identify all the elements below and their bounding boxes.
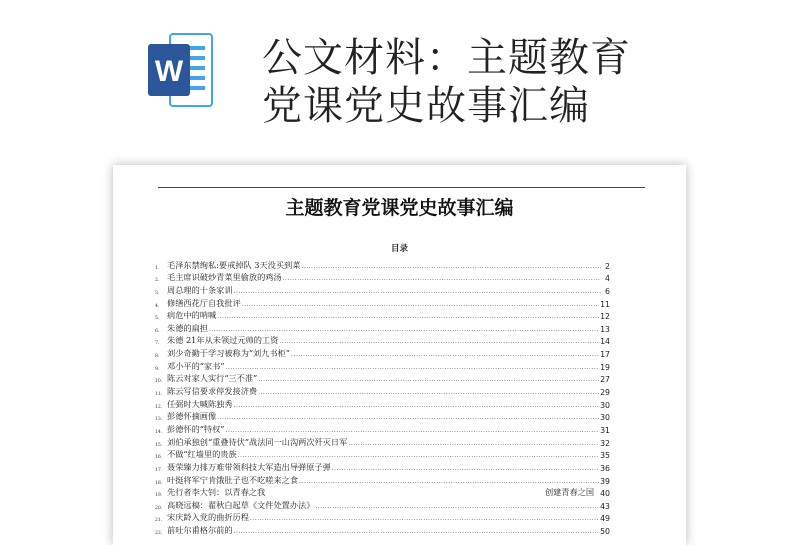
toc-entry-leader: [299, 478, 599, 486]
toc-entry-leader: [279, 338, 599, 346]
toc-entry-leader: [348, 440, 599, 448]
document-title: 主题教育党课党史故事汇编: [285, 197, 514, 219]
toc-entry-subtitle: 创建青春之国: [544, 487, 595, 498]
toc-entry-number: 17.: [155, 467, 163, 473]
toc-entry-page: 11: [600, 299, 610, 309]
toc-entry-title: 毛主席识破炒青菜里偷放的鸡汤: [167, 272, 282, 283]
toc-entry-title: 彭德怀的“特权”: [167, 423, 225, 434]
toc-entry-number: 20.: [155, 505, 163, 511]
toc-entry[interactable]: [155, 296, 610, 309]
toc-entry[interactable]: [155, 486, 610, 499]
toc-entry-title: 陈云对家人实行“三不准”: [167, 373, 258, 384]
toc-entry-title: 朱德 21年从未领过元帅的工资: [167, 335, 279, 346]
toc-entry-title: 高晓远稿：翟秋白起草《文件处置办法》: [167, 499, 315, 510]
toc-entry-number: 22.: [155, 531, 163, 537]
toc-entry-leader: [238, 452, 599, 460]
toc-entry-leader: [217, 414, 599, 422]
toc-entry[interactable]: [155, 460, 610, 473]
toc-entry[interactable]: [155, 410, 610, 423]
toc-entry-title: 宋庆龄入党的曲折历程: [167, 512, 249, 523]
toc-entry-page: 32: [600, 438, 610, 448]
toc-entry[interactable]: [155, 258, 610, 271]
toc-entry[interactable]: [155, 435, 610, 448]
page-title: [262, 34, 782, 130]
toc-entry-page: 43: [600, 501, 610, 511]
toc-entry-page: 12: [600, 312, 610, 322]
toc-entry[interactable]: [155, 523, 610, 536]
toc-entry-title: 陈云写信要求停发接济费: [167, 386, 258, 397]
toc-entry-page: 30: [600, 413, 610, 423]
page-title-line-2: 党课党史故事汇编: [262, 83, 590, 129]
toc-entry-number: 16.: [155, 455, 163, 461]
toc-entry-leader: [226, 364, 600, 372]
toc-entry-number: 12.: [155, 404, 163, 410]
toc-entry-page: 39: [600, 476, 610, 486]
toc-entry-number: 21.: [155, 518, 163, 524]
toc-entry-page: 19: [600, 362, 610, 372]
toc-entry-number: 2.: [155, 278, 160, 284]
toc-entry[interactable]: [155, 511, 610, 524]
toc-entry[interactable]: [155, 271, 610, 284]
toc-entry-number: 11.: [155, 392, 163, 398]
toc-entry-leader: [234, 288, 601, 296]
toc-entry-page: 4: [605, 274, 610, 284]
toc-entry[interactable]: [155, 448, 610, 461]
toc-entry-title: 前吐尔甫格尔前的: [167, 525, 233, 536]
toc-entry-leader: [258, 389, 599, 397]
toc-entry-number: 7.: [155, 341, 160, 347]
toc-entry-number: 15.: [155, 442, 163, 448]
toc-entry-leader: [315, 503, 599, 511]
toc-entry-number: 8.: [155, 354, 160, 360]
toc-entry-title: 朱德的扁担: [167, 322, 208, 333]
header-rule: [158, 187, 645, 188]
toc-entry[interactable]: [155, 321, 610, 334]
toc-entry[interactable]: [155, 359, 610, 372]
toc-entry[interactable]: [155, 372, 610, 385]
toc-entry-page: 17: [600, 350, 610, 360]
toc-entry-number: 1.: [155, 265, 160, 271]
toc-entry-leader: [226, 427, 600, 435]
toc-entry-title: 刘少奇勤于学习被称为“刘九书柜”: [167, 348, 290, 359]
toc-entry-number: 4.: [155, 303, 160, 309]
toc-entry-number: 14.: [155, 429, 163, 435]
toc-entry-number: 19.: [155, 493, 163, 499]
toc-entry-leader: [209, 326, 599, 334]
toc-entry-page: 29: [600, 388, 610, 398]
toc-entry[interactable]: [155, 498, 610, 511]
toc-entry-title: 任弼时大喊陈独秀: [167, 398, 233, 409]
toc-entry-leader: [301, 263, 601, 271]
toc-entry[interactable]: [155, 309, 610, 322]
toc-entry-page: 31: [600, 425, 610, 435]
toc-entry-page: 30: [600, 400, 610, 410]
toc-entry-number: 3.: [155, 290, 160, 296]
toc-entry-leader: [250, 515, 599, 523]
toc-entry-title: 彭德怀摘画像: [167, 411, 217, 422]
toc-entry-leader: [242, 301, 599, 309]
toc-entry-title: 刘伯承独创“重叠待伏”战法同一山沟两次歼灭日军: [167, 436, 348, 447]
table-of-contents: [155, 258, 610, 536]
word-doc-icon: [148, 30, 214, 110]
toc-entry-title: 聂荣臻力排万难带领科技大军造出导弹原子弹: [167, 461, 331, 472]
toc-entry[interactable]: [155, 384, 610, 397]
toc-entry-leader: [332, 465, 599, 473]
toc-entry-page: 49: [600, 514, 610, 524]
toc-entry-page: 40: [600, 489, 610, 499]
toc-entry-title: 周总理的十条家训: [167, 284, 233, 295]
toc-entry-page: 36: [600, 463, 610, 473]
header: [0, 0, 800, 160]
toc-entry[interactable]: [155, 283, 610, 296]
toc-entry-leader: [258, 376, 599, 384]
toc-entry[interactable]: [155, 422, 610, 435]
toc-entry-leader: [291, 351, 599, 359]
toc-entry-page: 27: [600, 375, 610, 385]
page-title-line-1: 公文材料：主题教育: [262, 35, 631, 81]
toc-entry-number: 13.: [155, 417, 163, 423]
toc-entry-page: 13: [600, 324, 610, 334]
toc-heading: 目录: [390, 244, 408, 254]
toc-entry-page: 50: [600, 527, 610, 537]
toc-entry-title: 毛泽东禁绚私:要戒掉队 3天没买到菜: [167, 259, 301, 270]
toc-entry-leader: [283, 275, 601, 283]
toc-entry-leader: [234, 528, 600, 536]
toc-entry-title: 先行者李大钊：以青春之我: [167, 487, 266, 498]
toc-entry-number: 10.: [155, 379, 163, 385]
toc-entry-number: 9.: [155, 366, 160, 372]
toc-entry-title: 病危中的呐喊: [167, 310, 217, 321]
toc-entry-title: 邓小平的“家书”: [167, 360, 225, 371]
document-page: [113, 165, 686, 545]
toc-entry-number: 18.: [155, 480, 163, 486]
toc-entry-leader: [217, 313, 599, 321]
toc-entry[interactable]: [155, 346, 610, 359]
toc-entry-page: 6: [605, 286, 610, 296]
toc-entry-number: 5.: [155, 316, 160, 322]
word-icon-letter: W: [154, 55, 184, 88]
toc-entry-title: 不做“红墙里的贵族: [167, 449, 237, 460]
toc-entry[interactable]: [155, 397, 610, 410]
toc-entry-leader: [234, 402, 600, 410]
toc-entry-title: 修缮西花厅自我批评: [167, 297, 241, 308]
toc-entry[interactable]: [155, 473, 610, 486]
toc-entry-page: 35: [600, 451, 610, 461]
toc-entry[interactable]: [155, 334, 610, 347]
toc-entry-title: 叶挺将军宁肯饿肚子也不吃嗟来之食: [167, 474, 299, 485]
toc-entry-page: 14: [600, 337, 610, 347]
toc-entry-page: 2: [605, 261, 610, 271]
toc-entry-number: 6.: [155, 328, 160, 334]
